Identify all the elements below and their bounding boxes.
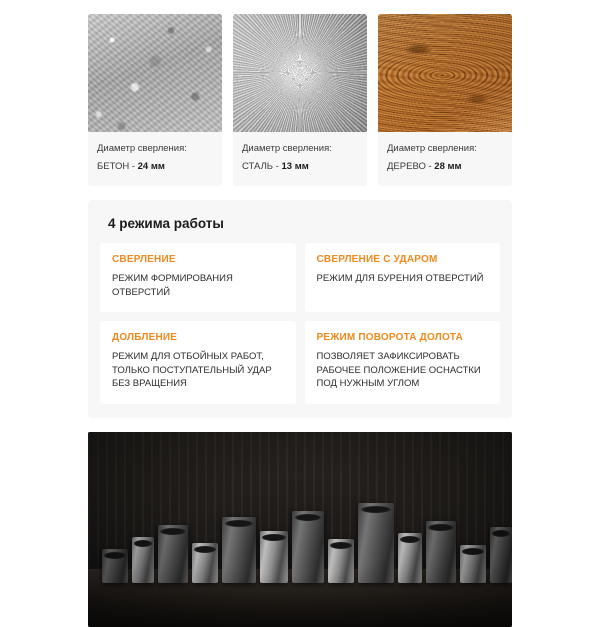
material-caption-value-row: [387, 160, 503, 175]
material-caption-label: Диаметр сверления:: [97, 143, 187, 154]
material-diameter: 28 мм: [434, 160, 462, 172]
material-caption-value-row: [242, 160, 358, 175]
material-card-wood: [378, 14, 512, 186]
modes-panel: [88, 200, 512, 417]
material-caption-wood: [378, 132, 512, 186]
material-caption-concrete: [88, 132, 222, 186]
socket-item: [460, 545, 486, 583]
mode-description: РЕЖИМ ФОРМИРОВАНИЯ ОТВЕРСТИЙ: [112, 273, 233, 298]
socket-item: [328, 539, 354, 583]
modes-grid: [100, 243, 500, 403]
socket-item: [192, 543, 218, 583]
socket-item: [132, 537, 154, 583]
steel-texture: [233, 14, 367, 132]
material-caption-label: Диаметр сверления:: [242, 143, 332, 154]
materials-row: [0, 0, 600, 186]
material-caption-steel: [233, 132, 367, 186]
material-card-steel: [233, 14, 367, 186]
socket-item: [260, 531, 288, 583]
mode-name: ДОЛБЛЕНИЕ: [112, 332, 178, 344]
socket-set-photo: [88, 432, 512, 627]
material-name: БЕТОН -: [97, 160, 138, 172]
socket-item: [102, 549, 128, 583]
material-name: ДЕРЕВО -: [387, 160, 435, 172]
material-diameter: 13 мм: [281, 160, 309, 172]
material-card-concrete: [88, 14, 222, 186]
socket-item: [426, 521, 456, 583]
material-caption-label: Диаметр сверления:: [387, 143, 477, 154]
material-name: СТАЛЬ -: [242, 160, 282, 172]
socket-item: [222, 517, 256, 583]
socket-item: [358, 503, 394, 583]
mode-card-drilling: [100, 243, 296, 312]
concrete-texture: [88, 14, 222, 132]
mode-name: СВЕРЛЕНИЕ С УДАРОМ: [316, 254, 438, 266]
socket-item: [292, 511, 324, 583]
socket-item: [490, 527, 512, 583]
modes-panel-title: 4 режима работы: [108, 216, 224, 232]
mode-description: РЕЖИМ ДЛЯ БУРЕНИЯ ОТВЕРСТИЙ: [316, 273, 484, 285]
mode-description: ПОЗВОЛЯЕТ ЗАФИКСИРОВАТЬ РАБОЧЕЕ ПОЛОЖЕНИЕ ОСНАСТКИ ПОД НУЖНЫМ УГЛОМ: [316, 351, 481, 390]
socket-item: [398, 533, 422, 583]
wood-texture: [378, 14, 512, 132]
mode-name: РЕЖИМ ПОВОРОТА ДОЛОТА: [316, 332, 464, 344]
material-diameter: 24 мм: [137, 160, 165, 172]
mode-name: СВЕРЛЕНИЕ: [112, 254, 176, 266]
mode-description: РЕЖИМ ДЛЯ ОТБОЙНЫХ РАБОТ, ТОЛЬКО ПОСТУПАТЕЛЬНЫЙ УДАР БЕЗ ВРАЩЕНИЯ: [112, 351, 272, 390]
material-caption-value-row: [97, 160, 213, 175]
mode-card-chiselling: [100, 321, 296, 403]
socket-item: [158, 525, 188, 583]
mode-card-chisel-rotation: [305, 321, 501, 403]
mode-card-hammer-drilling: [305, 243, 501, 312]
